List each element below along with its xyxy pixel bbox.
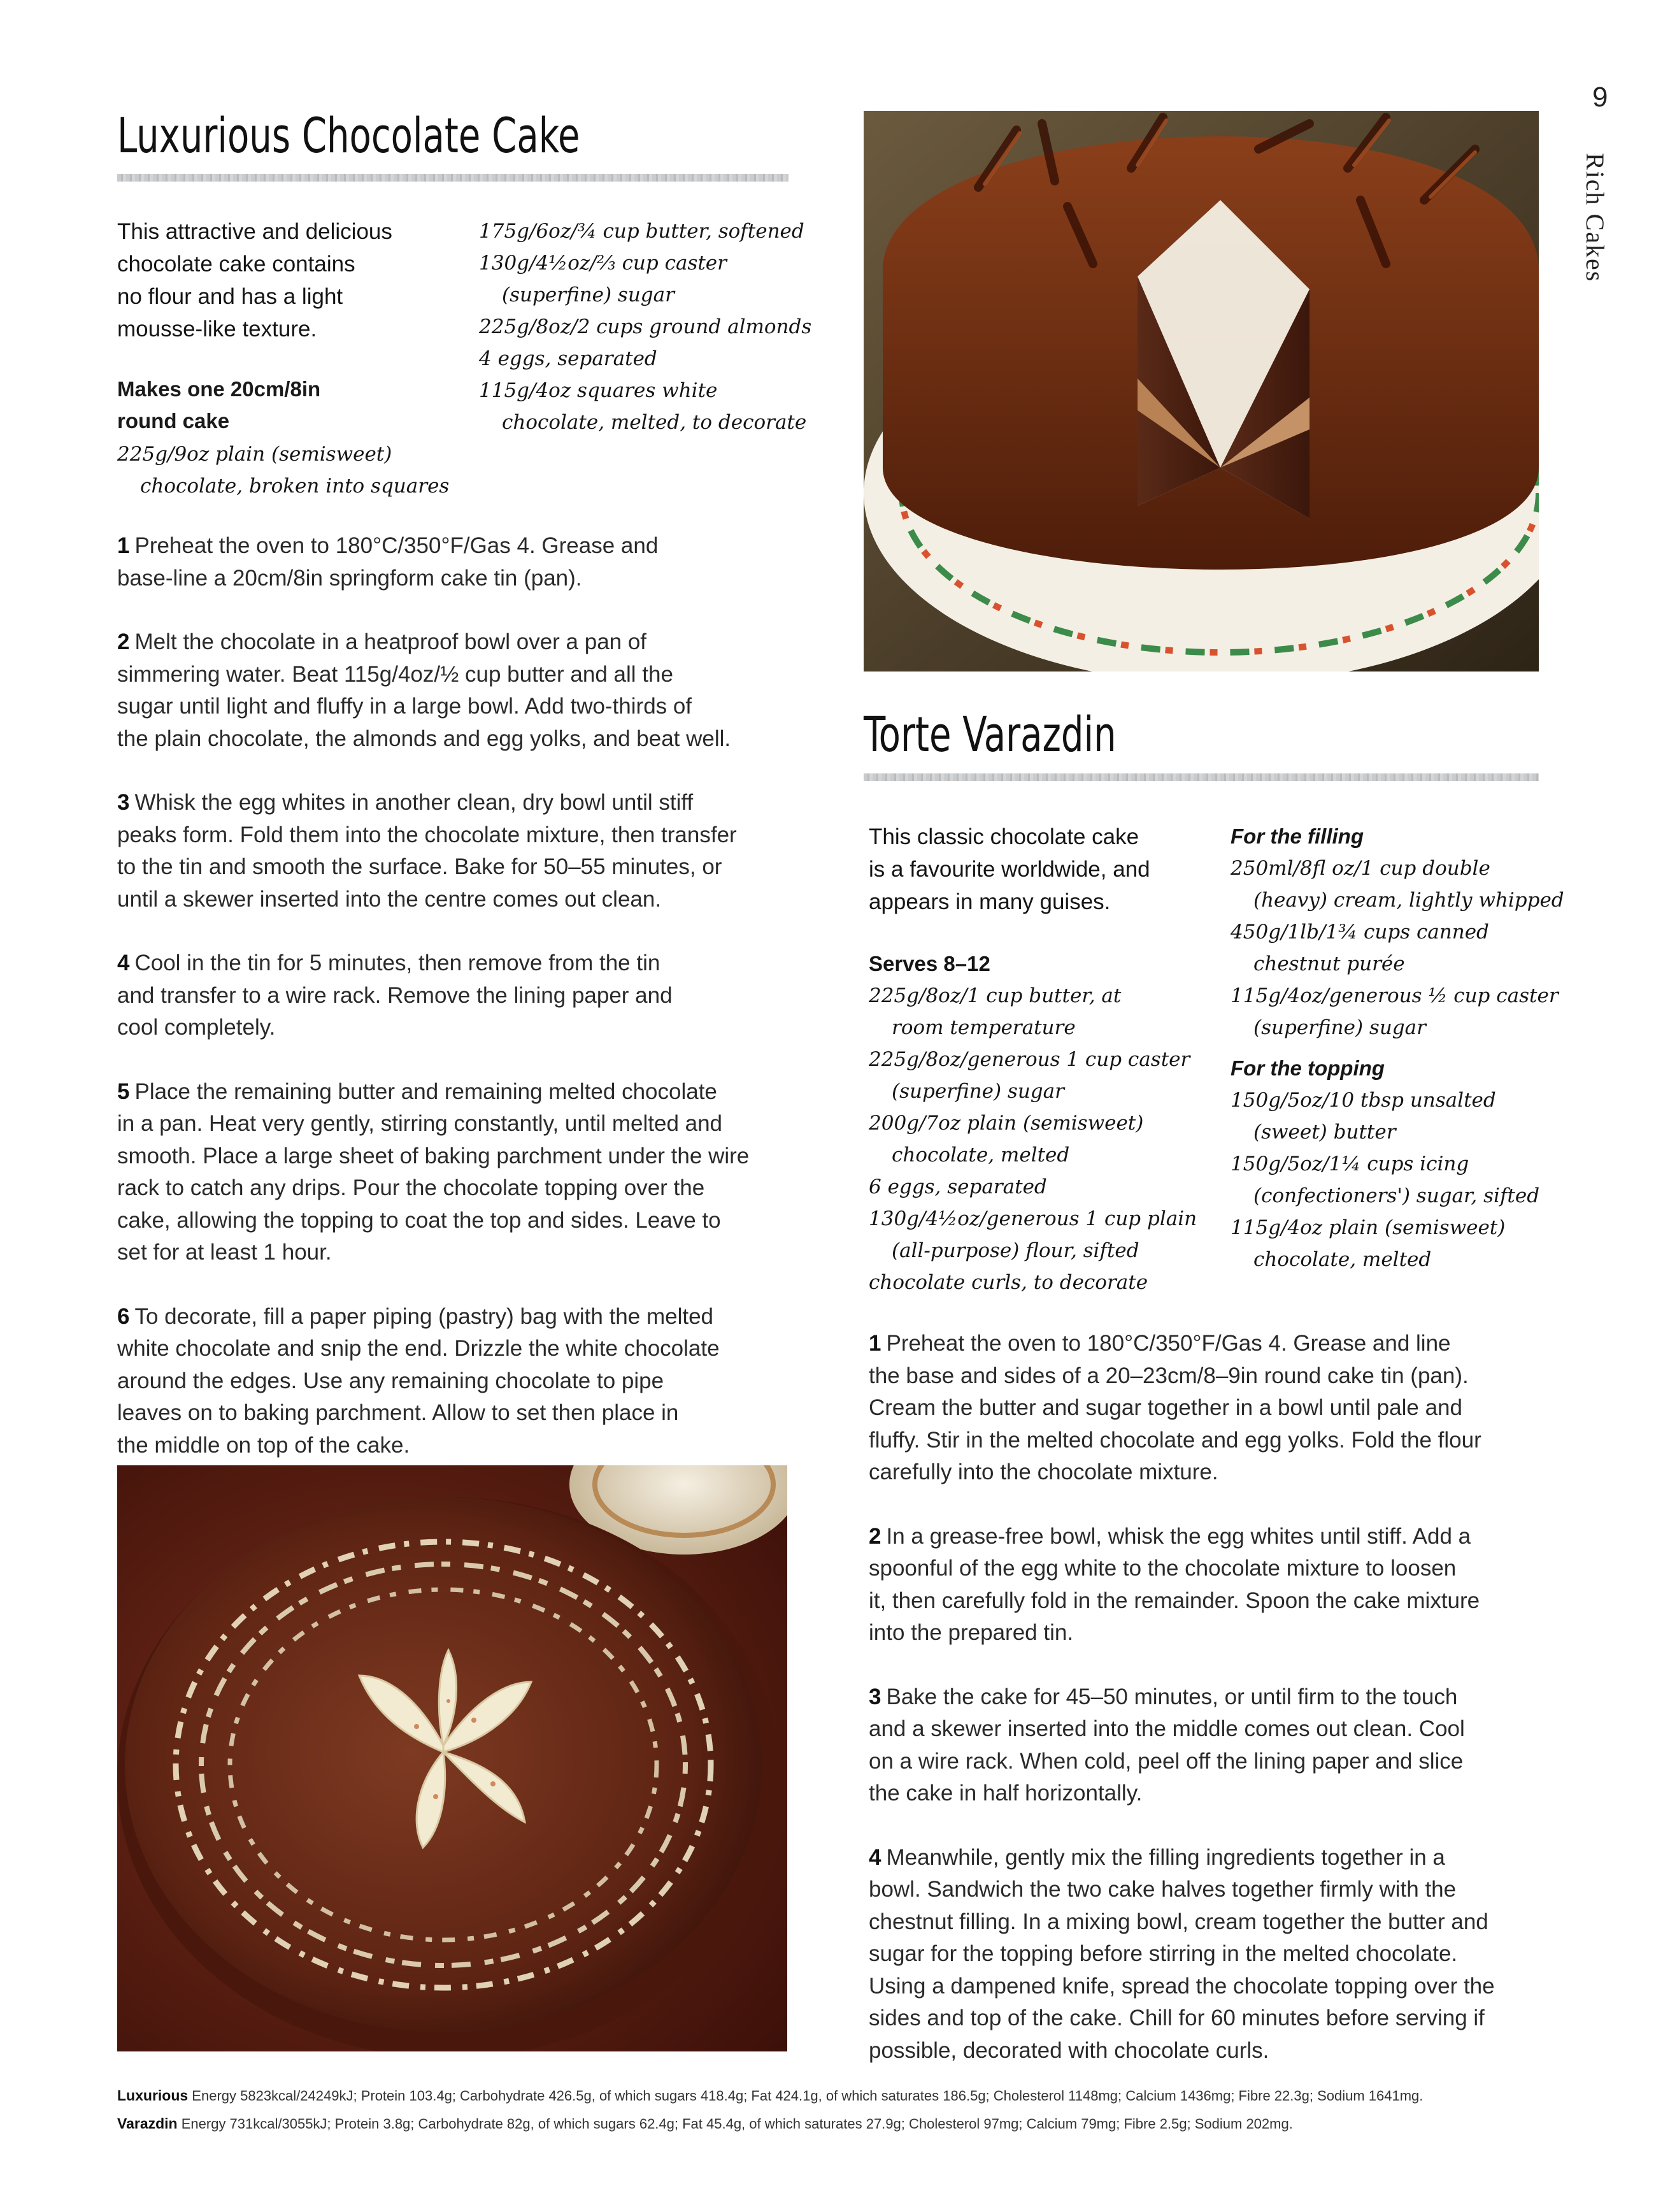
torte-ingredients-right <box>1231 821 1564 1275</box>
ingredient-line: 130g/4½oz/generous 1 cup plain <box>869 1207 1197 1230</box>
luxurious-ingredients-left <box>117 438 449 502</box>
ingredient-line: 115g/4oz/generous ½ cup caster <box>1231 984 1559 1007</box>
ingredient-line-cont: (all-purpose) flour, sifted <box>892 1239 1139 1262</box>
ingredient-line-cont: room temperature <box>892 1016 1076 1039</box>
page-number: 9 <box>1592 82 1608 113</box>
photo-sliced-cake <box>864 111 1539 672</box>
intro-line: no flour and has a light <box>117 284 343 309</box>
step-number: 3 <box>869 1684 881 1709</box>
method-step: 2 Melt the chocolate in a heatproof bowl over a pan of simmering water. Beat 115g/4oz/½ cup butter and all the sugar until light and fluffy in a large bowl. Add two-thirds of the plain chocolate, the almonds and egg yolks, and beat well. <box>117 629 731 751</box>
spacer <box>1231 1044 1564 1052</box>
ingredient-line-cont: (confectioners') sugar, sifted <box>1253 1184 1540 1207</box>
ingredient-line: 225g/8oz/1 cup butter, at <box>869 984 1122 1007</box>
step-number: 2 <box>117 629 130 654</box>
step-number: 4 <box>869 1844 881 1870</box>
photo-decorated-cake <box>117 1465 787 2051</box>
step-number: 1 <box>117 533 130 558</box>
step-number: 5 <box>117 1079 130 1104</box>
ingredient-line-cont: (heavy) cream, lightly whipped <box>1253 889 1564 912</box>
ingredient-line: 250ml/8fl oz/1 cup double <box>1231 857 1490 880</box>
intro-line: This classic chocolate cake <box>869 824 1139 849</box>
method-step: 2 In a grease-free bowl, whisk the egg whites until stiff. Add a spoonful of the egg white to the chocolate mixture to loosen it, then carefully fold in the remainder. Spoon the cake mixture into the prepared tin. <box>869 1523 1480 1645</box>
torte-method <box>869 1328 1557 2099</box>
recipe-title-luxurious: Luxurious Chocolate Cake <box>117 107 580 164</box>
step-number: 3 <box>117 790 130 815</box>
step-number: 4 <box>117 951 130 975</box>
ingredient-line: 150g/5oz/1¼ cups icing <box>1231 1153 1469 1175</box>
step-number: 1 <box>869 1331 881 1356</box>
ingredient-line-cont: (superfine) sugar <box>892 1080 1064 1103</box>
ingredient-line: 6 eggs, separated <box>869 1175 1047 1198</box>
section-title: Rich Cakes <box>1581 153 1609 283</box>
ingredient-line: 130g/4½oz/⅔ cup caster <box>479 252 727 275</box>
ingredient-line: 225g/9oz plain (semisweet) <box>117 443 392 466</box>
method-step: 4 Cool in the tin for 5 minutes, then remove from the tin and transfer to a wire rack. Remove the lining paper and cool completely. <box>117 951 673 1040</box>
method-step: 3 Bake the cake for 45–50 minutes, or until firm to the touch and a skewer inserted into the middle comes out clean. Cool on a wire rack. When cold, peel off the lining paper and slice the cake in half horizontally. <box>869 1684 1465 1806</box>
ingredient-line: 115g/4oz squares white <box>479 379 718 402</box>
ingredient-line-cont: chocolate, melted <box>892 1144 1070 1167</box>
nutrition-torte: Varazdin Energy 731kcal/3055kJ; Protein 3.8g; Carbohydrate 82g, of which sugars 62.4g; Fat 45.4g, of which saturates 27.9g; Cholesterol 97mg; Calcium 79mg; Fibre 2.5g; Sodium 202mg. <box>117 2115 1293 2132</box>
method-step: 1 Preheat the oven to 180°C/350°F/Gas 4. Grease and base-line a 20cm/8in springform cake tin (pan). <box>117 533 659 591</box>
luxurious-intro <box>117 215 474 345</box>
ingredient-subhead: For the filling <box>1231 824 1364 848</box>
intro-line: appears in many guises. <box>869 889 1111 914</box>
step-number: 2 <box>869 1523 881 1549</box>
yield-line: Makes one 20cm/8in <box>117 377 321 401</box>
luxurious-yield <box>117 373 320 437</box>
intro-line: is a favourite worldwide, and <box>869 857 1150 882</box>
luxurious-method <box>117 530 805 1493</box>
nutrition-luxurious: Luxurious Energy 5823kcal/24249kJ; Protein 103.4g; Carbohydrate 426.5g, of which sugars 418.4g; Fat 424.1g, of which saturates 186.5g; Cholesterol 1148mg; Calcium 1436mg; Fibre 22.3g; Sodium 1641mg. <box>117 2087 1424 2104</box>
ingredient-line-cont: chestnut purée <box>1253 952 1405 975</box>
method-step: 4 Meanwhile, gently mix the filling ingredients together in a bowl. Sandwich the two cake halves together firmly with the chestnut filling. In a mixing bowl, cream together the butter and sugar for the topping before stirring in the melted chocolate. Using a dampened knife, spread the chocolate topping over the sides and top of the cake. Chill for 60 minutes before serving if possible, decorated with chocolate curls. <box>869 1844 1495 2063</box>
ingredient-line: 450g/1lb/1¾ cups canned <box>1231 921 1489 944</box>
ingredient-line-cont: (superfine) sugar <box>1253 1016 1426 1039</box>
ingredient-line: chocolate curls, to decorate <box>869 1271 1148 1294</box>
title-rule-luxurious <box>117 174 789 182</box>
title-rule-torte <box>864 773 1539 781</box>
intro-line: chocolate cake contains <box>117 252 355 276</box>
intro-line: This attractive and delicious <box>117 219 392 244</box>
torte-ingredients-left <box>869 948 1197 1298</box>
ingredient-line: 175g/6oz/¾ cup butter, softened <box>479 220 804 243</box>
method-step: 5 Place the remaining butter and remaining melted chocolate in a pan. Heat very gently, stirring constantly, until melted and smooth. Place a large sheet of baking parchment under the wire rack to catch any drips. Pour the chocolate topping over the cake, allowing the topping to coat the top and sides. Leave to set for at least 1 hour. <box>117 1079 750 1265</box>
ingredient-line: 225g/8oz/2 cups ground almonds <box>479 315 812 338</box>
luxurious-ingredients-right <box>479 215 811 438</box>
method-step: 1 Preheat the oven to 180°C/350°F/Gas 4. Grease and line the base and sides of a 20–23cm/8–9in round cake tin (pan). Cream the butter and sugar together in a bowl until pale and fluffy. Stir in the melted chocolate and egg yolks. Fold the flour carefully into the chocolate mixture. <box>869 1331 1481 1484</box>
ingredient-line-cont: (sweet) butter <box>1253 1121 1396 1144</box>
ingredient-line: 115g/4oz plain (semisweet) <box>1231 1216 1506 1239</box>
method-step: 6 To decorate, fill a paper piping (pastry) bag with the melted white chocolate and snip the end. Drizzle the white chocolate around the edges. Use any remaining chocolate to pipe leaves on to baking parchment. Allow to set then place in the middle on top of the cake. <box>117 1304 720 1458</box>
ingredient-line: 225g/8oz/generous 1 cup caster <box>869 1048 1190 1071</box>
ingredient-line: 150g/5oz/10 tbsp unsalted <box>1231 1089 1496 1112</box>
yield-line: round cake <box>117 409 230 433</box>
ingredient-subhead: For the topping <box>1231 1056 1385 1080</box>
torte-intro <box>869 821 1225 918</box>
ingredient-line-cont: chocolate, melted <box>1253 1248 1432 1271</box>
intro-line: mousse-like texture. <box>117 317 317 341</box>
ingredient-line-cont: chocolate, broken into squares <box>140 475 450 498</box>
ingredient-line: 4 eggs, separated <box>479 347 657 370</box>
ingredient-line-cont: (superfine) sugar <box>502 284 674 306</box>
ingredient-subhead: Serves 8–12 <box>869 952 990 975</box>
step-number: 6 <box>117 1304 130 1329</box>
ingredient-line-cont: chocolate, melted, to decorate <box>502 411 807 434</box>
ingredient-line: 200g/7oz plain (semisweet) <box>869 1112 1144 1135</box>
recipe-title-torte: Torte Varazdin <box>864 706 1117 763</box>
method-step: 3 Whisk the egg whites in another clean, dry bowl until stiff peaks form. Fold them into the chocolate mixture, then transfer to the tin and smooth the surface. Bake for 50–55 minutes, or until a skewer inserted into the centre comes out clean. <box>117 790 737 912</box>
